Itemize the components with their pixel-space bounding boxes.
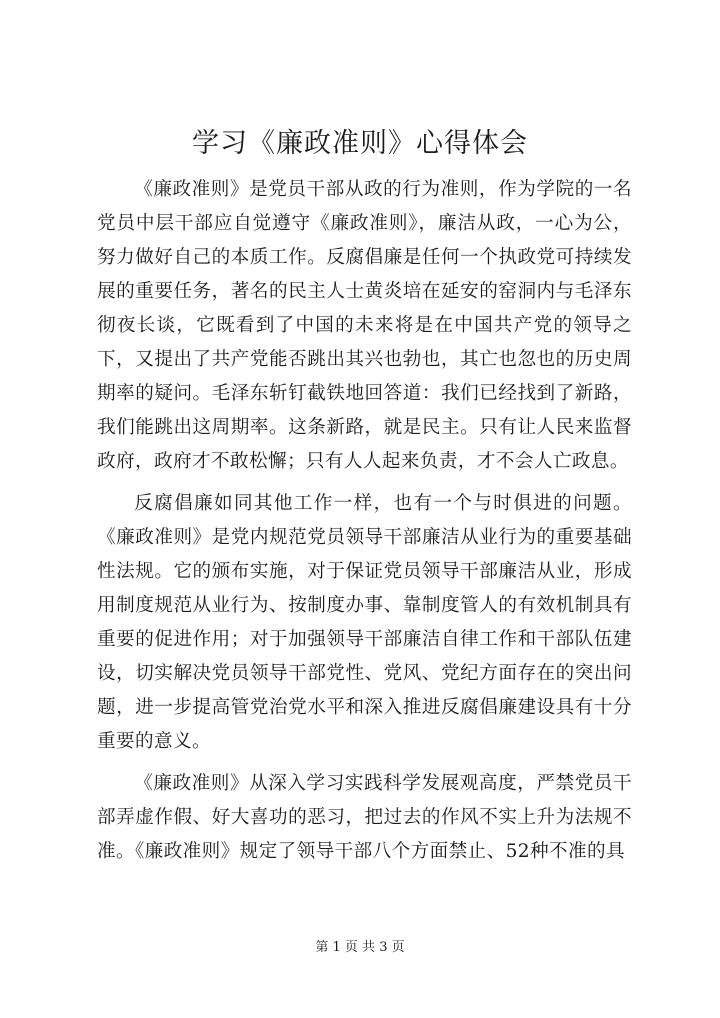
paragraph-2: 反腐倡廉如同其他工作一样，也有一个与时俱进的问题。《廉政准则》是党内规范党员领导干部廉洁从业行为的重要基础性法规。它的颁布实施，对于保证党员领导干部廉洁从业，形成用制度规范从业行为、按制度办事、靠制度管人的有效机制具有重要的促进作用；对于加强领导干部廉洁自律工作和干部队伍建设，切实解决党员领导干部党性、党风、党纪方面存在的突出问题，进一步提高管党治党水平和深入推进反腐倡廉建设具有十分重要的意义。 xyxy=(97,493,632,752)
paragraph-3: 《廉政准则》从深入学习实践科学发展观高度，严禁党员干部弄虚作假、好大喜功的恶习，把过去的作风不实上升为法规不准。《廉政准则》规定了领导干部八个方面禁止、52种不准的具 xyxy=(97,773,632,862)
page-number-footer: 第 1 页 共 3 页 xyxy=(315,940,405,955)
document-title: 学习《廉政准则》心得体会 xyxy=(192,128,528,159)
paragraph-1: 《廉政准则》是党员干部从政的行为准则，作为学院的一名党员中层干部应自觉遵守《廉政准则》，廉洁从政，一心为公，努力做好自己的本质工作。反腐倡廉是任何一个执政党可持续发展的重要任务，著名的民主人士黄炎培在延安的窑洞内与毛泽东彻夜长谈，它既看到了中国的未来将是在中国共产党的领导之下，又提出了共产党能否跳出其兴也勃也，其亡也忽也的历史周期率的疑问。毛泽东斩钉截铁地回答道：我们已经找到了新路，我们能跳出这周期率。这条新路，就是民主。只有让人民来监督政府，政府才不敢松懈；只有人人起来负责，才不会人亡政息。 xyxy=(97,179,632,472)
document-body xyxy=(97,173,632,869)
